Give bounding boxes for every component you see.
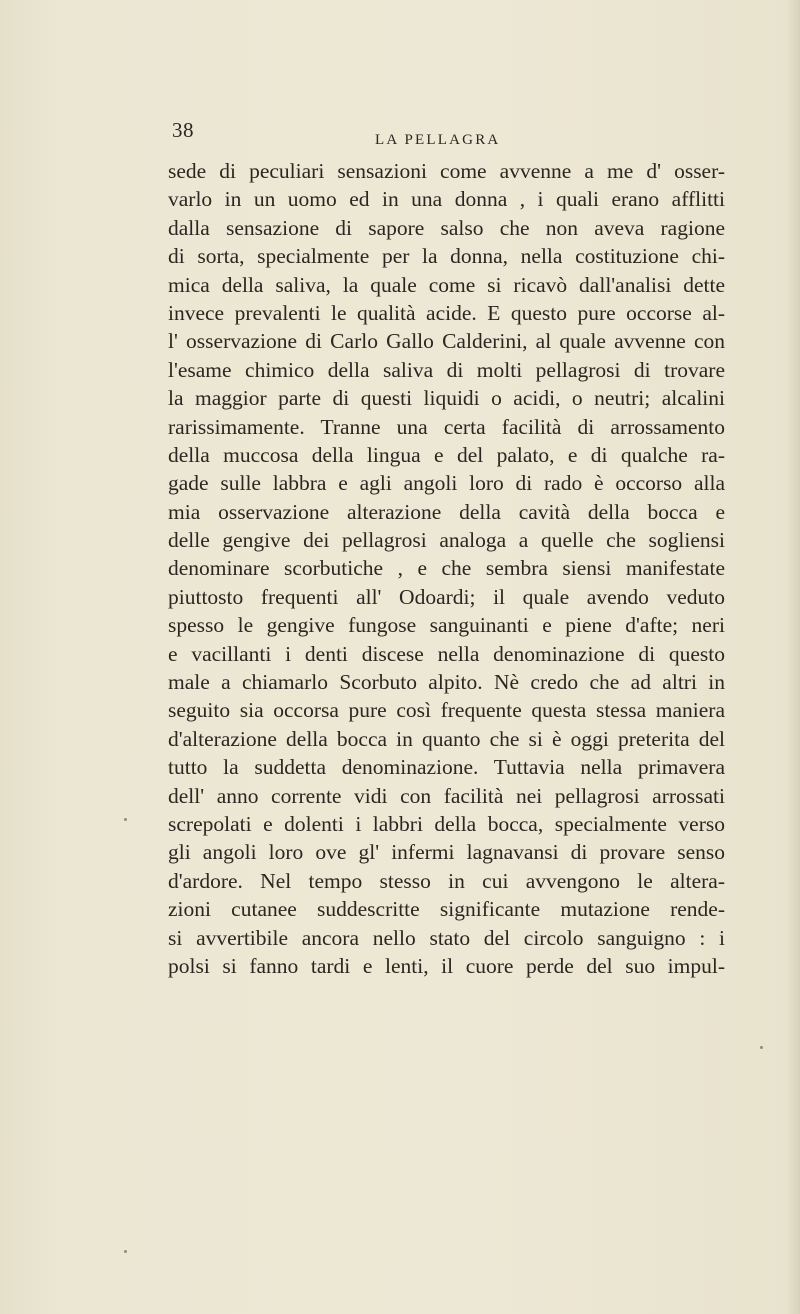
text-line: rarissimamente. Tranne una certa facilità di arrossamento: [168, 414, 725, 439]
text-line: piuttosto frequenti all' Odoardi; il quale avendo veduto: [168, 584, 725, 609]
page-number: 38: [172, 118, 194, 142]
text-line: dalla sensazione di sapore salso che non aveva ragione: [168, 215, 725, 240]
text-line: sede di peculiari sensazioni come avvenne a me d' osser-: [168, 159, 725, 183]
text-line: invece prevalenti le qualità acide. E questo pure occorse al-: [168, 300, 725, 325]
text-line: delle gengive dei pellagrosi analoga a quelle che sogliensi: [168, 528, 725, 553]
paper-speck: [124, 1250, 127, 1253]
body-text: [168, 157, 725, 980]
text-line: varlo in un uomo ed in una donna , i quali erano afflitti: [168, 187, 725, 212]
text-line: polsi si fanno tardi e lenti, il cuore perde del suo impul-: [168, 953, 725, 978]
text-line: l' osservazione di Carlo Gallo Calderini, al quale avvenne con: [168, 329, 725, 354]
text-line: male a chiamarlo Scorbuto alpito. Nè credo che ad altri in: [168, 670, 725, 695]
text-line: e vacillanti i denti discese nella denominazione di questo: [168, 641, 725, 666]
text-line: d'ardore. Nel tempo stesso in cui avvengono le altera-: [168, 868, 725, 893]
text-line: spesso le gengive fungose sanguinanti e piene d'afte; neri: [168, 613, 725, 638]
text-line: gade sulle labbra e agli angoli loro di rado è occorso alla: [168, 471, 725, 496]
paper-speck: [760, 1046, 763, 1049]
text-line: seguito sia occorsa pure così frequente questa stessa maniera: [168, 698, 725, 723]
paper-speck: [124, 818, 127, 821]
text-line: la maggior parte di questi liquidi o acidi, o neutri; alcalini: [168, 386, 725, 411]
text-line: della muccosa della lingua e del palato, e di qualche ra-: [168, 442, 725, 467]
page-edge-shadow: [786, 0, 800, 1314]
text-line: tutto la suddetta denominazione. Tuttavia nella primavera: [168, 755, 725, 780]
text-line: mica della saliva, la quale come si ricavò dall'analisi dette: [168, 272, 725, 297]
text-line: mia osservazione alterazione della cavità della bocca e: [168, 499, 725, 524]
text-line: di sorta, specialmente per la donna, nella costituzione chi-: [168, 244, 725, 269]
text-line: d'alterazione della bocca in quanto che si è oggi preterita del: [168, 726, 725, 751]
text-line: si avvertibile ancora nello stato del circolo sanguigno : i: [168, 925, 725, 950]
text-line: gli angoli loro ove gl' infermi lagnavansi di provare senso: [168, 840, 725, 865]
text-line: dell' anno corrente vidi con facilità nei pellagrosi arrossati: [168, 783, 725, 808]
text-line: screpolati e dolenti i labbri della bocca, specialmente verso: [168, 811, 725, 836]
text-line: denominare scorbutiche , e che sembra siensi manifestate: [168, 556, 725, 581]
running-title: LA PELLAGRA: [375, 132, 501, 148]
text-line: zioni cutanee suddescritte significante mutazione rende-: [168, 897, 725, 922]
text-line: l'esame chimico della saliva di molti pellagrosi di trovare: [168, 357, 725, 382]
